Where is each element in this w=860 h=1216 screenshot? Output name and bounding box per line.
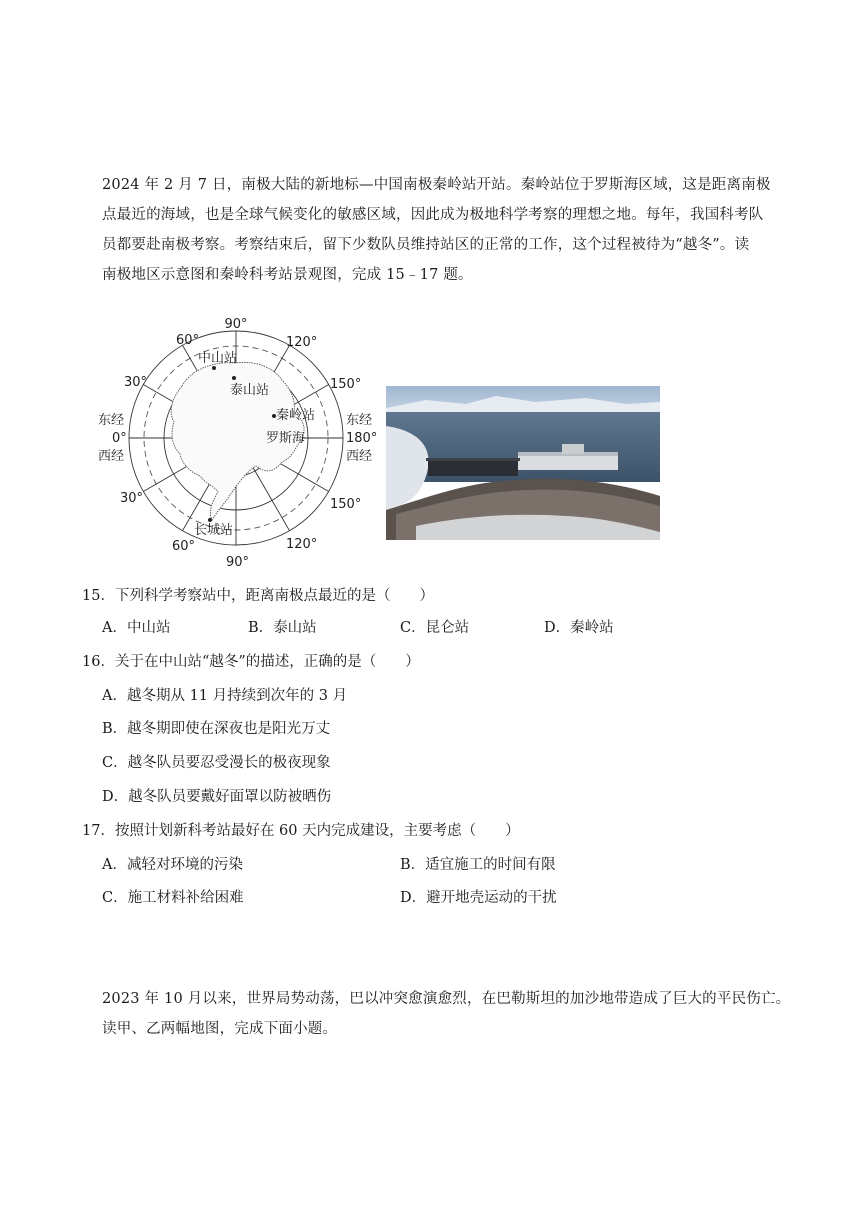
- intro-paragraph: [102, 170, 780, 290]
- intro-line: 2024 年 2 月 7 日，南极大陆的新地标—中国南极秦岭站开站。秦岭站位于罗斯海区域，这是距离南极: [102, 177, 771, 193]
- taishan-station-label: 泰山站: [230, 383, 270, 398]
- question-17: 17．按照计划新科考站最好在 60 天内完成建设，主要考虑（ ）: [82, 823, 520, 839]
- qinling-station-photo: [386, 386, 660, 540]
- option-a: A．越冬期从 11 月持续到次年的 3 月: [102, 688, 348, 704]
- option-a: A．减轻对环境的污染: [102, 857, 243, 873]
- taishan-station-marker: [232, 376, 236, 380]
- east-longitude-label: 东经: [346, 413, 373, 428]
- lon-90-top-label: 90°: [224, 317, 248, 332]
- intro-line: 点最近的海域，也是全球气候变化的敏感区域，因此成为极地科学考察的理想之地。每年，我国科考队: [102, 207, 764, 223]
- lon-150-label: 150°: [330, 497, 362, 512]
- west-longitude-label: 西经: [98, 449, 125, 464]
- lon-30-label: 30°: [120, 491, 144, 506]
- intro-line: 员都要赴南极考察。考察结束后，留下少数队员维持站区的正常的工作，这个过程被待为“越冬”。读: [102, 237, 750, 253]
- option-c: C．昆仑站: [400, 620, 470, 636]
- lon-60-label: 60°: [172, 539, 196, 554]
- lon-90-bottom-label: 90°: [226, 555, 250, 570]
- option-b: B．适宜施工的时间有限: [400, 857, 556, 873]
- changcheng-station-marker: [208, 518, 212, 522]
- zhongshan-station-label: 中山站: [198, 351, 238, 366]
- qinling-station-marker: [272, 414, 276, 418]
- east-longitude-label: 东经: [98, 413, 125, 428]
- option-d: D．秦岭站: [544, 620, 614, 636]
- option-c: C．越冬队员要忍受漫长的极夜现象: [102, 755, 331, 771]
- option-d: D．避开地壳运动的干扰: [400, 890, 557, 906]
- lon-180-label: 180°: [346, 431, 378, 446]
- lon-150-label: 150°: [330, 377, 362, 392]
- intro-paragraph-2: [102, 984, 791, 1044]
- lon-30-label: 30°: [124, 375, 148, 390]
- lon-60-label: 60°: [176, 333, 200, 348]
- question-15: 15．下列科学考察站中，距离南极点最近的是（ ）: [82, 588, 434, 604]
- zero-meridian-label: 0°: [112, 431, 127, 446]
- ross-sea-label: 罗斯海: [266, 431, 306, 446]
- option-c: C．施工材料补给困难: [102, 890, 244, 906]
- qinling-station-label: 秦岭站: [276, 408, 316, 423]
- option-a: A．中山站: [102, 620, 171, 636]
- option-b: B．越冬期即使在深夜也是阳光万丈: [102, 721, 331, 737]
- intro-line: 南极地区示意图和秦岭科考站景观图，完成 15﹣17 题。: [102, 267, 473, 283]
- option-b: B．泰山站: [248, 620, 317, 636]
- intro-line: 读甲、乙两幅地图，完成下面小题。: [102, 1021, 338, 1037]
- figures: [96, 316, 696, 570]
- zhongshan-station-marker: [212, 366, 216, 370]
- lon-120-label: 120°: [286, 335, 318, 350]
- intro-line: 2023 年 10 月以来，世界局势动荡，巴以冲突愈演愈烈，在巴勒斯坦的加沙地带造成了巨大的平民伤亡。: [102, 991, 791, 1007]
- west-longitude-label: 西经: [346, 449, 373, 464]
- lon-120-label: 120°: [286, 537, 318, 552]
- changcheng-station-label: 长城站: [194, 523, 234, 538]
- question-16: 16．关于在中山站“越冬”的描述，正确的是（ ）: [82, 654, 420, 670]
- option-d: D．越冬队员要戴好面罩以防被晒伤: [102, 789, 332, 805]
- antarctica-map: [96, 316, 380, 570]
